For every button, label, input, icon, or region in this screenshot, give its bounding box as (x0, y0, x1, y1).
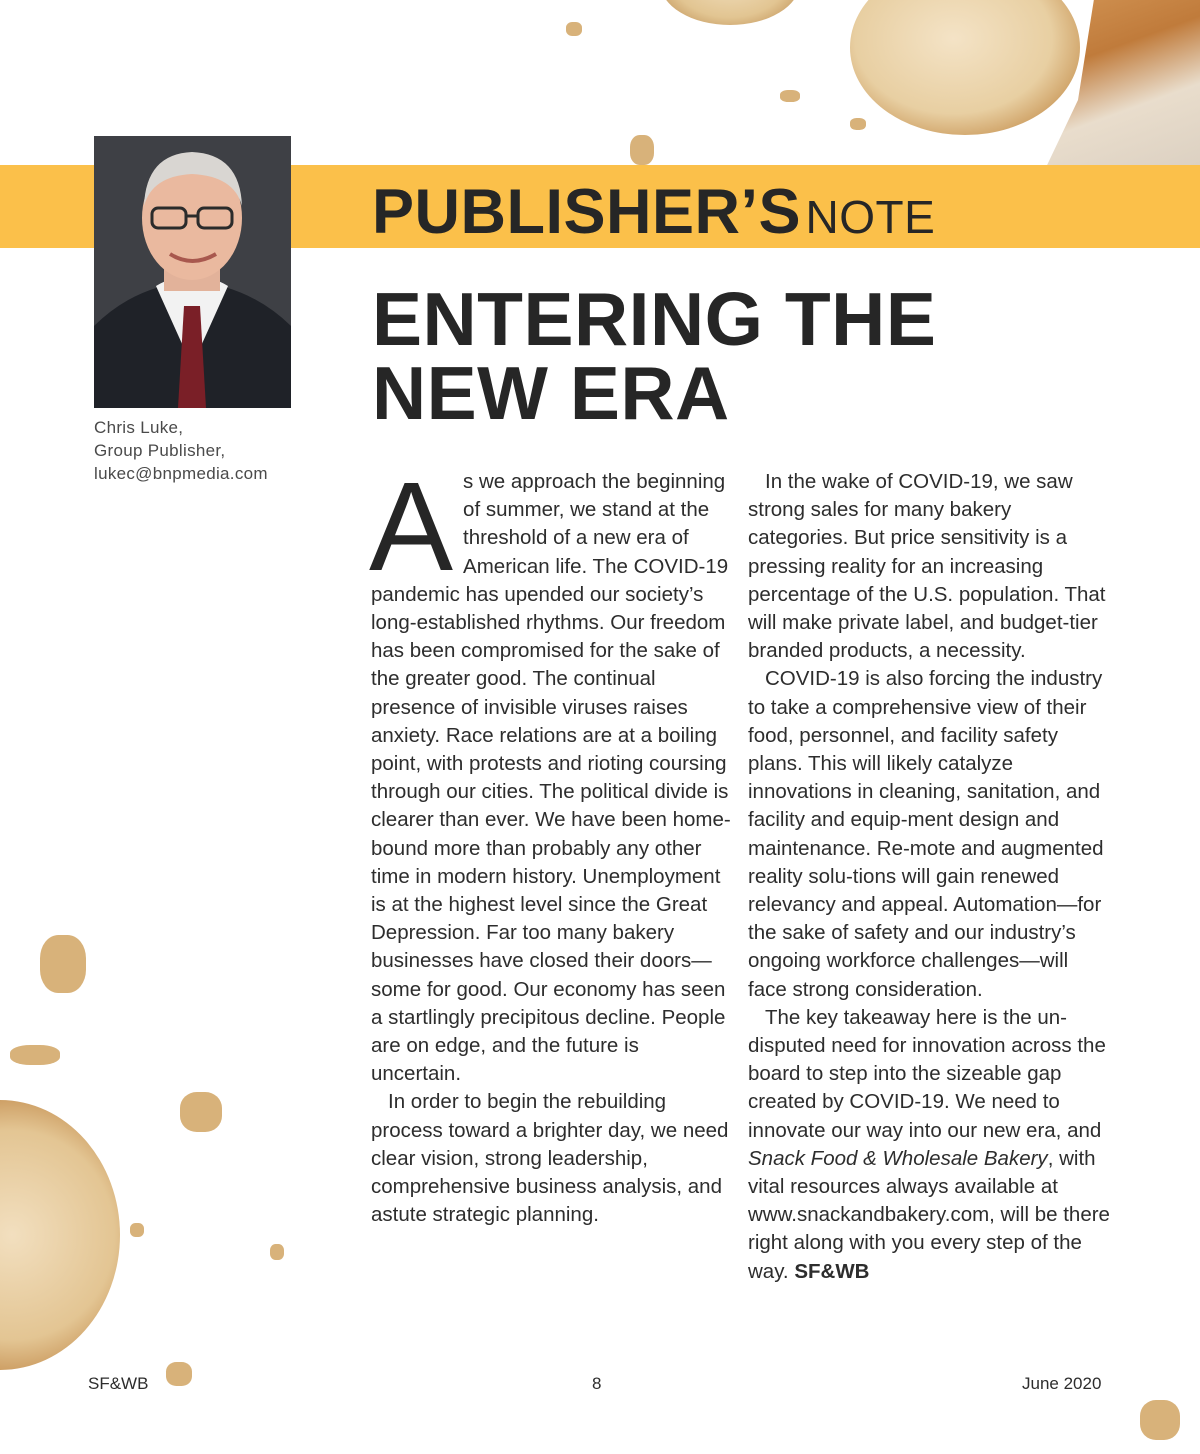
headline-line-2: NEW ERA (372, 351, 730, 435)
crumb (1140, 1400, 1180, 1440)
crumb (130, 1223, 144, 1237)
section-title-strong: PUBLISHER’S (372, 177, 802, 247)
drop-cap: A (369, 456, 454, 597)
bread-slice-top-image (660, 0, 800, 25)
article-paragraph: As we approach the beginning of summer, we stand at the threshold of a new era of American life. The COVID-19 pandemic has upended our society’s long-established rhythms. Our freedom has been compromised for the sake of the greater good. The continual presence of invisible viruses raises anxiety. Race relations are at a boiling point, with protests and rioting coursing through our cities. The political divide is clearer than ever. We have been home-bound more than probably any other time in modern history. Unemployment is at the highest level since the Great Depression. Far too many bakery businesses have closed their doors—some for good. Our economy has seen a startlingly precipitous decline. People are on edge, and the future is uncertain. (369, 456, 731, 1086)
footer-page-number: 8 (592, 1374, 602, 1393)
bread-slice-left-image (0, 1100, 120, 1370)
crumb (630, 135, 654, 165)
article-column-left (369, 456, 733, 1229)
article-paragraph: In the wake of COVID-19, we saw strong sales for many bakery categories. But price sensitivity is a pressing reality for an increasing percentage of the U.S. population. That will make private label, and budget-tier branded products, a necessity. (748, 470, 1106, 663)
crumb (180, 1092, 222, 1132)
headline-line-1: ENTERING THE (372, 277, 937, 361)
crumb (850, 118, 866, 130)
publication-name: Snack Food & Wholesale Bakery (748, 1146, 1048, 1170)
crumb (166, 1362, 192, 1386)
footer-publication: SF&WB (88, 1374, 149, 1393)
author-photo (94, 136, 291, 408)
author-role: Group Publisher, (94, 441, 226, 460)
author-email: lukec@bnpmedia.com (94, 464, 268, 483)
article-paragraph: COVID-19 is also forcing the industry to take a comprehensive view of their food, personnel, and facility safety plans. This will likely catalyze innovations in cleaning, sanitation, and facility and equip-ment design and maintenance. Re-mote and augmented reality solu-tions will gain renewed relevancy and appeal. Automation—for the sake of safety and our industry’s ongoing workforce challenges—will face strong consideration. (748, 667, 1104, 1001)
article-paragraph: The key takeaway here is the un-disputed need for innovation across the board to step into the sizeable gap created by COVID-19. We need to innovate our way into our new era, and Snack Food & Wholesale Bakery, with vital resources always available at www.snackandbakery.com, will be there right along with you every step of the way. SF&WB (748, 1005, 1110, 1283)
crumb (40, 935, 86, 993)
section-title (372, 176, 935, 248)
article-paragraph: In order to begin the rebuilding process toward a brighter day, we need clear vision, strong leadership, comprehensive business analysis, and astute strategic planning. (371, 1090, 729, 1227)
crumb (780, 90, 800, 102)
article-headline (372, 277, 1012, 435)
signoff: SF&WB (794, 1259, 870, 1283)
bread-slice-top-right-image (850, 0, 1080, 135)
author-name: Chris Luke, (94, 418, 184, 437)
section-title-light: NOTE (805, 191, 936, 243)
crumb (566, 22, 582, 36)
article-column-right (748, 468, 1112, 1286)
crumb (270, 1244, 284, 1260)
crumb (10, 1045, 60, 1065)
footer-date: June 2020 (1022, 1374, 1102, 1393)
author-caption (94, 416, 324, 485)
